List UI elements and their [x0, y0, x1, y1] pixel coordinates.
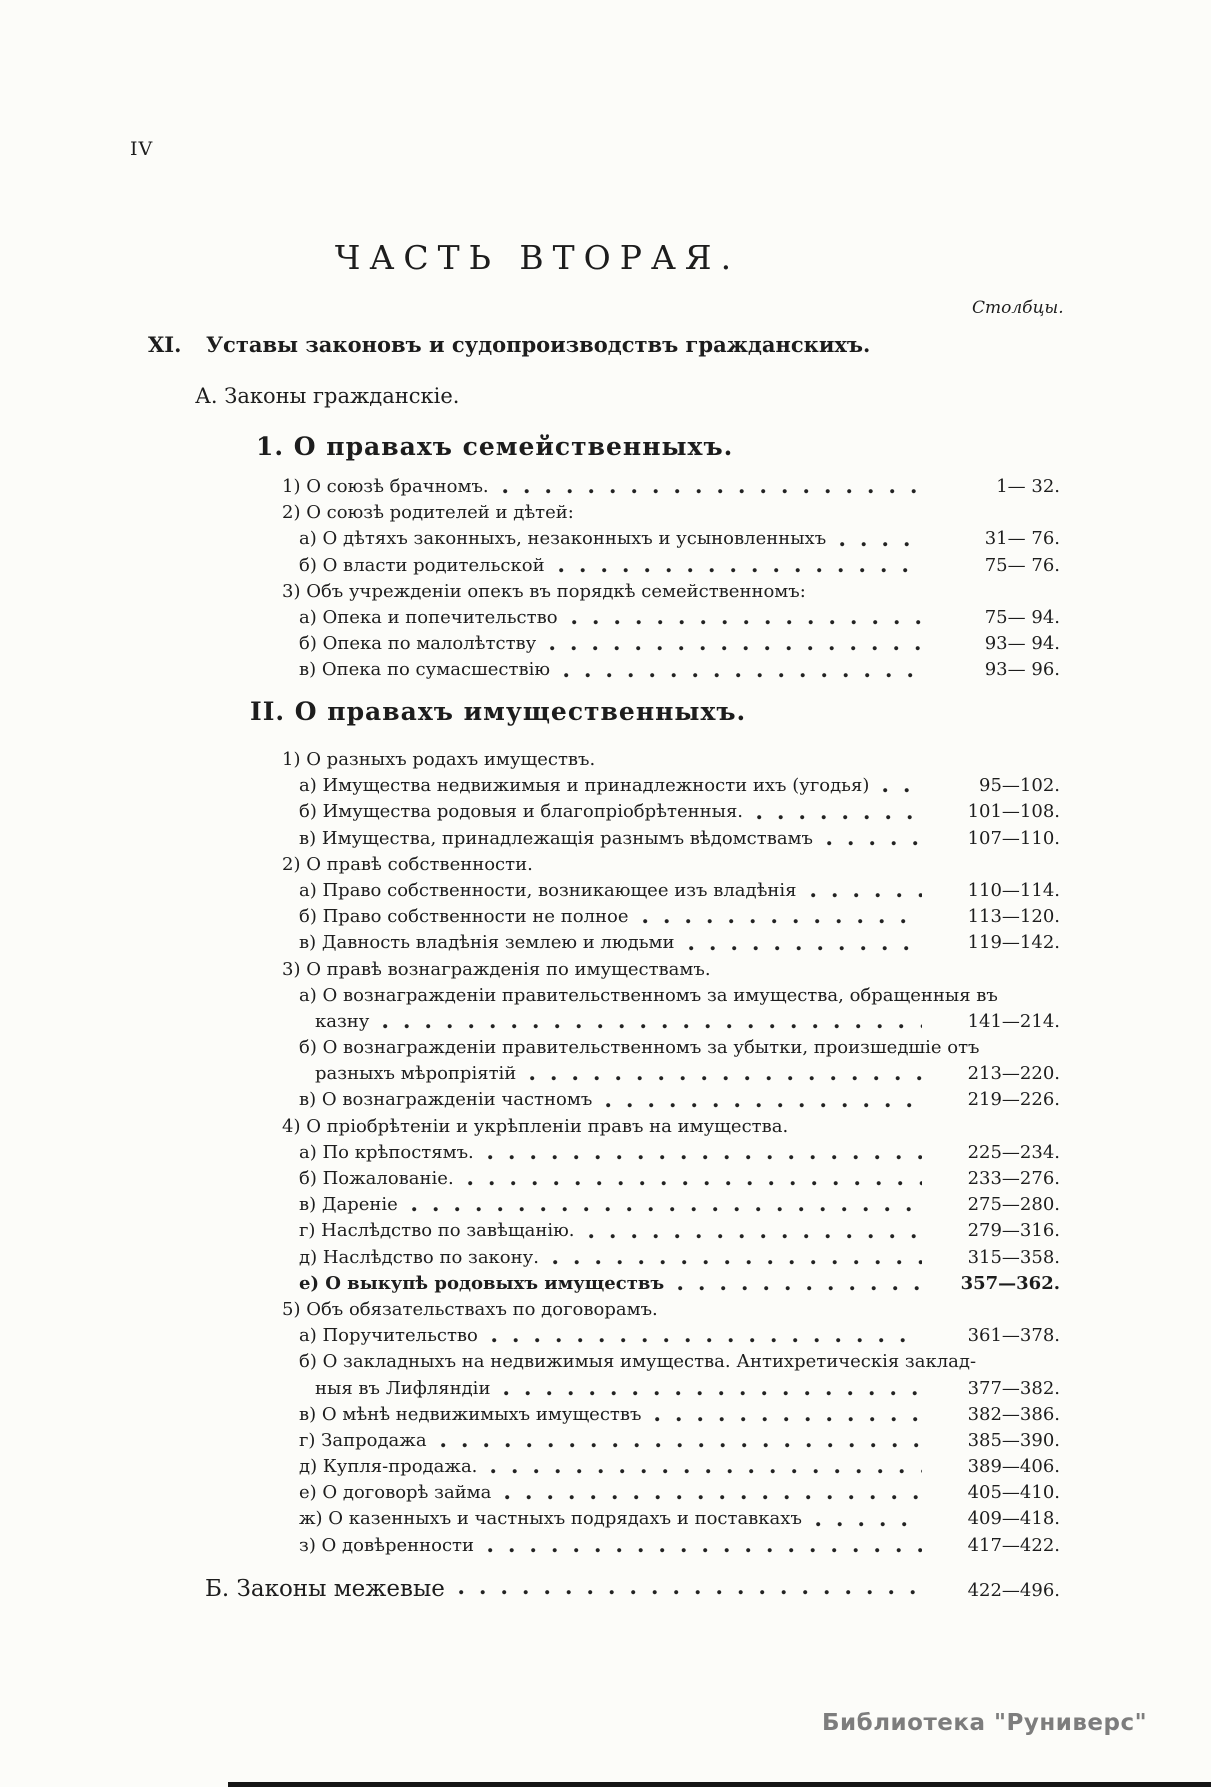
column-range: 1— 32.: [996, 476, 1060, 497]
toc-row: [282, 500, 1060, 526]
toc-row: [282, 579, 1060, 605]
column-range: 357—362.: [960, 1272, 1060, 1294]
toc-row: [282, 1087, 1060, 1113]
toc-row-label: г) Наслѣдство по завѣщанію.: [299, 1220, 575, 1242]
toc-row-label: б) Имущества родовыя и благопріобрѣтенныя.: [299, 801, 744, 823]
column-range: 385—390.: [967, 1429, 1060, 1451]
toc-row: [282, 1480, 1060, 1506]
toc-row-label: в) Опека по сумасшествію: [299, 659, 551, 681]
column-range: 233—276.: [967, 1168, 1060, 1189]
toc-row-label: е) О договорѣ займа: [299, 1482, 492, 1504]
column-range: 422—496.: [967, 1580, 1060, 1601]
column-range: 113—120.: [967, 906, 1060, 928]
column-range: 119—142.: [967, 932, 1060, 954]
dot-leader: [530, 1075, 922, 1081]
toc-row-label: б) Право собственности не полное: [299, 906, 629, 928]
dot-leader: [840, 541, 922, 547]
toc-row-label: 1) О союзѣ брачномъ.: [282, 476, 489, 497]
column-range: 417—422.: [967, 1534, 1060, 1556]
column-range: 141—214.: [967, 1010, 1060, 1032]
toc-row: [282, 1035, 1060, 1061]
toc-row-label: а) Имущества недвижимыя и принадлежности ихъ (угодья): [299, 775, 870, 797]
column-range: 275—280.: [967, 1194, 1060, 1216]
library-watermark: Библиотека "Руниверс": [822, 1710, 1148, 1736]
toc-row: [282, 930, 1060, 956]
toc-row: [282, 852, 1060, 878]
toc-row-label: б) Пожалованіе.: [299, 1168, 454, 1189]
column-range: 110—114.: [967, 879, 1060, 901]
column-range: 95—102.: [979, 775, 1060, 797]
dot-leader: [811, 892, 922, 898]
columns-header-label: Столбцы.: [972, 298, 1064, 318]
toc-row-label: 4) О пріобрѣтеніи и укрѣпленіи правъ на имущества.: [282, 1115, 789, 1137]
toc-row: [282, 1506, 1060, 1532]
folio-number: IV: [130, 138, 154, 160]
dot-leader: [492, 1337, 922, 1343]
section-title: Уставы законовъ и судопроизводствъ гражданскихъ.: [206, 332, 871, 357]
dot-leader: [678, 1285, 922, 1291]
dot-leader: [559, 567, 922, 573]
column-range: 93— 94.: [984, 633, 1060, 655]
dot-leader: [643, 918, 922, 924]
page-title: ЧАСТЬ ВТОРАЯ.: [334, 238, 741, 277]
dot-leader: [606, 1102, 922, 1108]
dot-leader: [572, 619, 922, 625]
toc-row: [282, 799, 1060, 825]
toc-row: [282, 657, 1060, 683]
part1-toc-rows: [282, 474, 1060, 684]
toc-row: [282, 747, 1060, 773]
toc-row: [282, 1218, 1060, 1244]
toc-row-label: е) О выкупѣ родовыхъ имуществъ: [299, 1272, 665, 1294]
section-xi-heading: [148, 332, 870, 357]
toc-row-label: в) Давность владѣнія землею и людьми: [299, 932, 675, 954]
column-range: 107—110.: [967, 827, 1060, 849]
dot-leader: [488, 1547, 922, 1553]
dot-leader: [550, 645, 922, 651]
column-range: 405—410.: [967, 1482, 1060, 1504]
part1-heading: 1. О правахъ семейственныхъ.: [256, 432, 734, 461]
column-range: 75— 76.: [984, 554, 1060, 576]
toc-row: [282, 526, 1060, 552]
toc-row: [282, 1376, 1060, 1402]
toc-row: [282, 1192, 1060, 1218]
toc-row-label: а) Право собственности, возникающее изъ владѣнія: [299, 879, 797, 901]
column-range: 382—386.: [967, 1403, 1060, 1425]
toc-row-label: 5) Объ обязательствахъ по договорамъ.: [282, 1298, 658, 1320]
dot-leader: [412, 1206, 922, 1212]
column-range: 213—220.: [967, 1063, 1060, 1085]
dot-leader: [553, 1259, 922, 1265]
toc-row-label: б) О закладныхъ на недвижимыя имущества. Антихретическія заклад-: [299, 1351, 977, 1373]
toc-row: [282, 1323, 1060, 1349]
dot-leader: [488, 1154, 922, 1160]
toc-row-label: а) Поручительство: [299, 1325, 478, 1347]
column-range: 75— 94.: [984, 606, 1060, 628]
subsection-b-row: [205, 1576, 1060, 1602]
dot-leader: [504, 1390, 922, 1396]
column-range: 409—418.: [967, 1508, 1060, 1530]
toc-row: [282, 474, 1060, 500]
subsection-a-heading: А. Законы гражданскіе.: [195, 384, 460, 408]
dot-leader: [827, 840, 922, 846]
dot-leader: [883, 787, 922, 793]
toc-row-label: в) Имущества, принадлежащія разнымъ вѣдомствамъ: [299, 827, 814, 849]
column-range: 31— 76.: [984, 528, 1060, 550]
toc-row: [282, 1454, 1060, 1480]
toc-row-label: 3) Объ учрежденіи опекъ въ порядкѣ семейственномъ:: [282, 580, 806, 602]
toc-row: [282, 553, 1060, 579]
toc-row: [282, 1140, 1060, 1166]
dot-leader: [689, 945, 923, 951]
scan-edge-artifact: [228, 1782, 1211, 1787]
toc-row: [282, 1428, 1060, 1454]
toc-row-label: а) Опека и попечительство: [299, 606, 558, 628]
toc-row-label: 3) О правѣ вознагражденія по имуществамъ.: [282, 958, 711, 980]
toc-row-label: в) О мѣнѣ недвижимыхъ имуществъ: [299, 1403, 642, 1425]
part2-toc-rows: [282, 747, 1060, 1559]
dot-leader: [655, 1416, 922, 1422]
dot-leader: [757, 814, 922, 820]
dot-leader: [589, 1233, 923, 1239]
toc-row-label: д) Купля-продажа.: [299, 1456, 478, 1478]
toc-row-label: г) Запродажа: [299, 1429, 427, 1451]
toc-row-label: з) О довѣренности: [299, 1534, 474, 1556]
toc-row: [282, 631, 1060, 657]
toc-row: [282, 1402, 1060, 1428]
dot-leader: [503, 488, 922, 494]
column-range: 315—358.: [967, 1246, 1060, 1268]
toc-row-label: в) Дареніе: [299, 1194, 398, 1216]
toc-row: [282, 1349, 1060, 1375]
toc-row: [282, 957, 1060, 983]
toc-row-label: 2) О правѣ собственности.: [282, 853, 533, 875]
toc-row: [282, 1271, 1060, 1297]
toc-row: [282, 1114, 1060, 1140]
dot-leader: [505, 1494, 922, 1500]
toc-row-label: б) О вознагражденіи правительственномъ за убытки, произшедшіе отъ: [299, 1037, 980, 1059]
toc-row-label: разныхъ мѣропріятій: [315, 1063, 517, 1085]
dot-leader: [468, 1180, 922, 1186]
column-range: 219—226.: [967, 1089, 1060, 1111]
dot-leader: [564, 672, 922, 678]
toc-row: [282, 1245, 1060, 1271]
toc-row-label: а) О дѣтяхъ законныхъ, незаконныхъ и усыновленныхъ: [299, 528, 827, 550]
toc-row: [282, 1061, 1060, 1087]
toc-row-label: б) Опека по малолѣтству: [299, 633, 537, 655]
toc-row: [282, 983, 1060, 1009]
column-range: 225—234.: [967, 1141, 1060, 1163]
toc-row: [282, 1166, 1060, 1192]
toc-row-label: б) О власти родительской: [299, 554, 545, 576]
toc-row-label: 1) О разныхъ родахъ имуществъ.: [282, 749, 596, 770]
dot-leader: [441, 1442, 922, 1448]
toc-row-label: в) О вознагражденіи частномъ: [299, 1089, 593, 1111]
column-range: 279—316.: [967, 1220, 1060, 1242]
dot-leader: [491, 1468, 922, 1474]
dot-leader: [383, 1023, 922, 1029]
dot-leader: [816, 1521, 922, 1527]
toc-row: [282, 605, 1060, 631]
column-range: 377—382.: [967, 1377, 1060, 1399]
toc-row: [282, 904, 1060, 930]
toc-row: [282, 1533, 1060, 1559]
part2-heading: II. О правахъ имущественныхъ.: [250, 697, 747, 726]
toc-row-label: д) Наслѣдство по закону.: [299, 1246, 539, 1268]
toc-row: [282, 826, 1060, 852]
toc-row-label: ж) О казенныхъ и частныхъ подрядахъ и поставкахъ: [299, 1508, 802, 1530]
toc-row: [282, 1297, 1060, 1323]
toc-row-label: казну: [315, 1010, 370, 1032]
toc-row-label: а) О вознагражденіи правительственномъ за имущества, обращенныя въ: [299, 984, 998, 1006]
toc-row-label: а) По крѣпостямъ.: [299, 1141, 474, 1163]
subsection-b-heading: Б. Законы межевые: [205, 1576, 445, 1602]
section-number: XI.: [148, 332, 182, 357]
column-range: 389—406.: [967, 1456, 1060, 1478]
toc-row: [282, 878, 1060, 904]
column-range: 93— 96.: [984, 659, 1060, 681]
column-range: 101—108.: [967, 801, 1060, 823]
toc-row-label: ныя въ Лифляндіи: [315, 1377, 491, 1399]
column-range: 361—378.: [967, 1325, 1060, 1347]
toc-row: [282, 1009, 1060, 1035]
toc-row-label: 2) О союзѣ родителей и дѣтей:: [282, 502, 574, 524]
toc-row: [282, 773, 1060, 799]
dot-leader: [459, 1589, 922, 1595]
